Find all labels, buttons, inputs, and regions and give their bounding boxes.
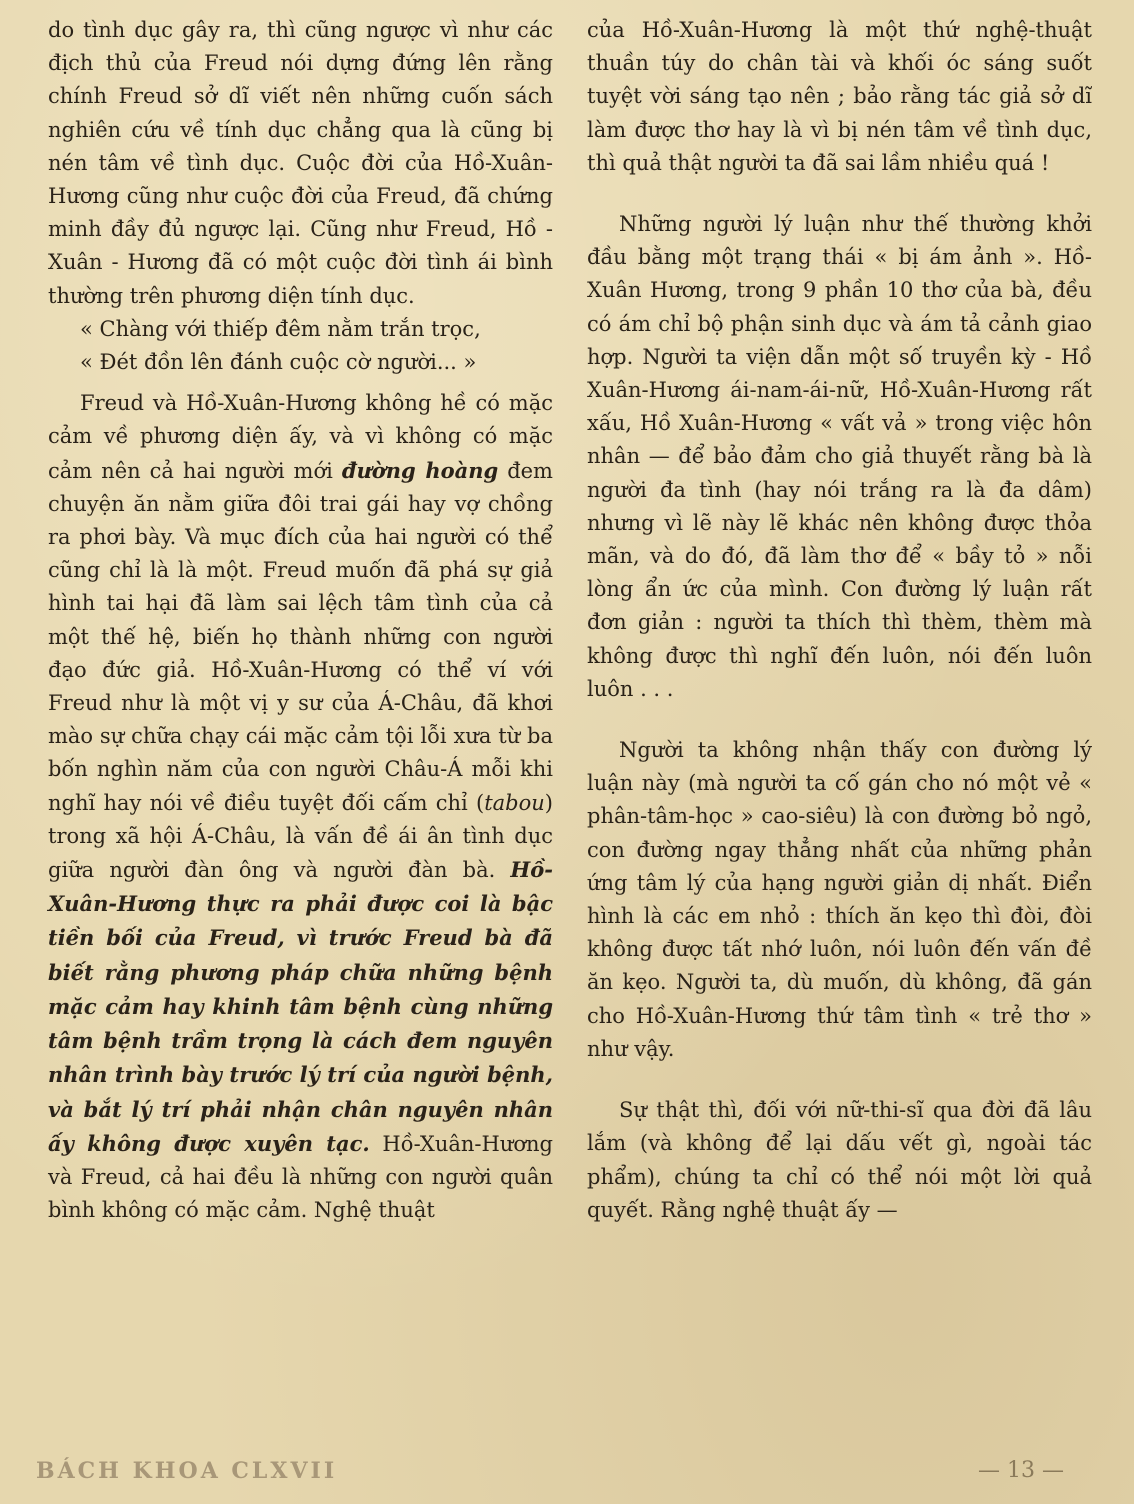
publication-name: BÁCH KHOA CLXVII (36, 1458, 338, 1484)
left-column (48, 14, 553, 1227)
paragraph: Những người lý luận như thế thường khởi đầu bằng một trạng thái « bị ám ảnh ». Hồ-Xuân Hương, trong 9 phần 10 thơ của bà, đều có ám chỉ bộ phận sinh dục và ám tả cảnh giao hợp. Người ta viện dẫn một số truyền kỳ - Hồ Xuân-Hương ái-nam-ái-nữ, Hồ-Xuân-Hương rất xấu, Hồ Xuân-Hương « vất vả » trong việc hôn nhân — để bảo đảm cho giả thuyết rằng bà là người đa tình (hay nói trắng ra là đa dâm) nhưng vì lẽ này lẽ khác nên không được thỏa mãn, và do đó, đã làm thơ để « bầy tỏ » nỗi lòng ẩn ức của mình. Con đường lý luận rất đơn giản : người ta thích thì thèm, thèm mà không được thì nghĩ đến luôn, nói đến luôn luôn . . . (587, 212, 1092, 701)
paragraph: của Hồ-Xuân-Hương là một thứ nghệ-thuật thuần túy do chân tài và khối óc sáng suốt tuyệt vời sáng tạo nên ; bảo rằng tác giả sở dĩ làm được thơ hay là vì bị nén tâm về tình dục, thì quả thật người ta đã sai lầm nhiều quá ! (587, 18, 1092, 175)
italic-run: đường hoàng (341, 457, 499, 483)
poem-line: « Đét đồn lên đánh cuộc cờ người... » (80, 350, 477, 375)
paragraph (48, 387, 553, 1227)
emphasized-run: Hồ-Xuân-Hương thực ra phải được coi là bậc tiền bối của Freud, vì trước Freud bà đã biết rằng phương pháp chữa những bệnh mặc cảm hay khinh tâm bệnh cùng những tâm bệnh trầm trọng là cách đem nguyên nhân trình bày trước lý trí của người bệnh, và bắt lý trí phải nhận chân nguyên nhân ấy không được xuyên tạc. (48, 857, 553, 1156)
poem-line: « Chàng với thiếp đêm nằm trắn trọc, (80, 316, 481, 341)
text-run: Freud và Hồ-Xuân-Hương không hề có mặc cảm về phương diện ấy, và vì không có mặc cảm nên cả hai người mới (48, 391, 553, 483)
text-run: Hồ-Xuân-Hương và Freud, cả hai đều là những con người quân bình không có mặc cảm. Nghệ thuật (48, 1131, 553, 1223)
text-run: ) trong xã hội Á-Châu, là vấn đề ái ân tình dục giữa người đàn ông và người đàn bà. (48, 790, 553, 883)
page-number: — 13 — (978, 1458, 1064, 1483)
right-column (587, 14, 1092, 1227)
paragraph: do tình dục gây ra, thì cũng ngược vì như các địch thủ của Freud nói dựng đứng lên rằng chính Freud sở dĩ viết nên những cuốn sách nghiên cứu về tính dục chẳng qua là cũng bị nén tâm về tình dục. Cuộc đời của Hồ-Xuân-Hương cũng như cuộc đời của Freud, đã chứng minh đầy đủ ngược lại. Cũng như Freud, Hồ - Xuân - Hương đã có một cuộc đời tình ái bình thường trên phương diện tính dục. (48, 18, 553, 308)
text-run: đem chuyện ăn nằm giữa đôi trai gái hay vợ chồng ra phơi bày. Và mục đích của hai người có thể cũng chỉ là là một. Freud muốn đã phá sự giả hình tai hại đã làm sai lệch tâm tình của cả một thế hệ, biến họ thành những con người đạo đức giả. Hồ-Xuân-Hương có thể ví với Freud như là một vị y sư của Á-Châu, đã khơi mào sự chữa chạy cái mặc cảm tội lỗi xưa từ ba bốn nghìn năm của con người Châu-Á mỗi khi nghĩ hay nói về điều tuyệt đối cấm chỉ ( (48, 458, 553, 815)
paragraph: Người ta không nhận thấy con đường lý luận này (mà người ta cố gán cho nó một vẻ « phân-tâm-học » cao-siêu) là con đường bỏ ngỏ, con đường ngay thẳng nhất của những phản ứng tâm lý của hạng người giản dị nhất. Điển hình là các em nhỏ : thích ăn kẹo thì đòi, đòi không được tất nhớ luôn, nói luôn đến vấn đề ăn kẹo. Người ta, dù muốn, dù không, đã gán cho Hồ-Xuân-Hương thứ tâm tình « trẻ thơ » như vậy. (587, 738, 1092, 1061)
paragraph: Sự thật thì, đối với nữ-thi-sĩ qua đời đã lâu lắm (và không để lại dấu vết gì, ngoài tác phẩm), chúng ta chỉ có thể nói một lời quả quyết. Rằng nghệ thuật ấy — (587, 1098, 1092, 1222)
italic-run: tabou (484, 790, 545, 815)
